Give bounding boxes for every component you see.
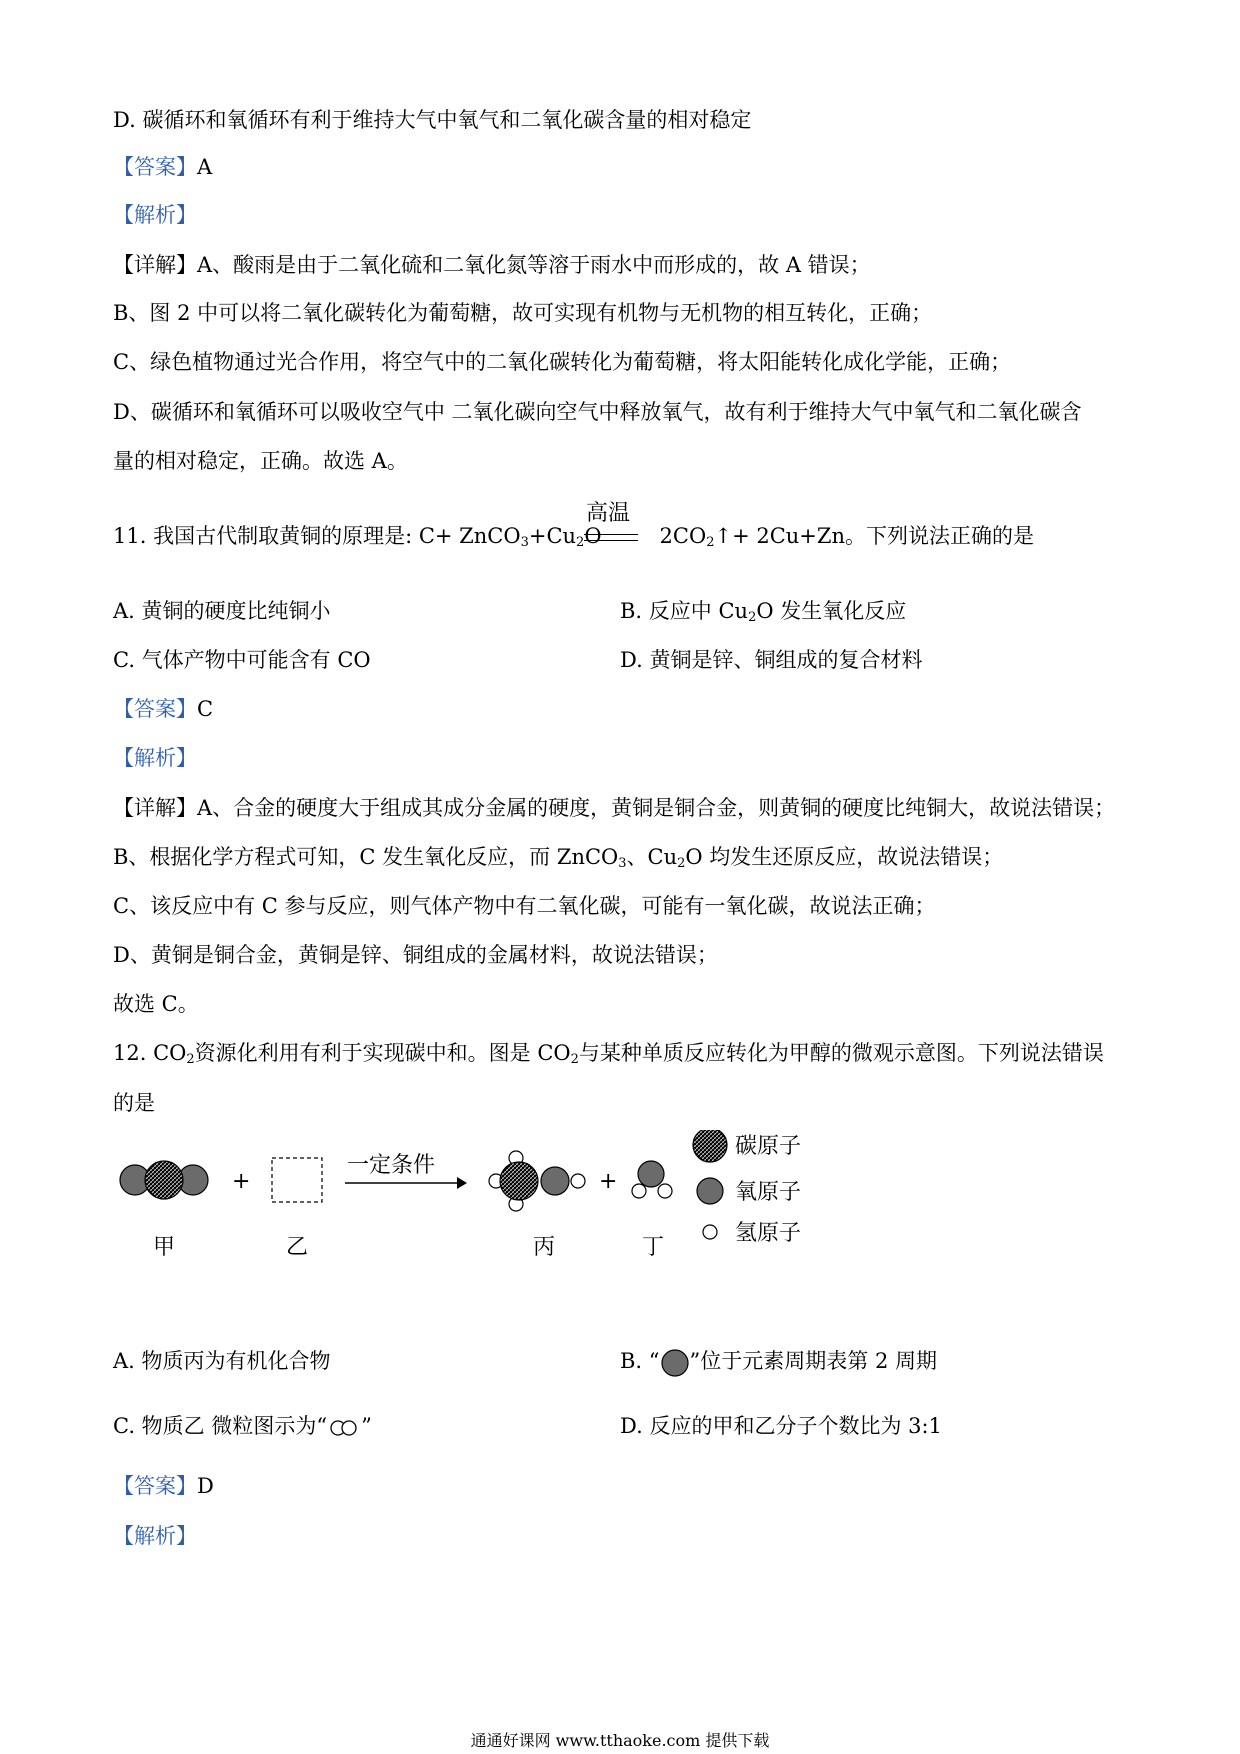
- q11-detail-c: C、该反应中有 C 参与反应，则气体产物中有二氧化碳，可能有一氧化碳，故说法正确；: [113, 894, 936, 918]
- legend-hydrogen: 氢原子: [735, 1221, 802, 1246]
- answer-tag: 【答案】: [113, 155, 197, 179]
- subscript: 2: [677, 856, 686, 871]
- subscript: 3: [618, 856, 627, 871]
- subscript: 2: [748, 610, 757, 625]
- q12-option-b: [620, 1346, 937, 1378]
- option-text: O 发生氧化反应: [756, 599, 907, 623]
- arrow-condition: 一定条件: [347, 1153, 436, 1178]
- answer-value: D: [197, 1474, 214, 1498]
- label-yi: 乙: [286, 1235, 309, 1260]
- unknown-substance-box: [272, 1158, 322, 1202]
- q12-option-c: [113, 1411, 372, 1441]
- q11-stem: [113, 521, 1034, 558]
- option-text: C. 物质乙 微粒图示为“: [113, 1414, 328, 1438]
- reaction-arrow-icon: [457, 1177, 467, 1189]
- label-ding: 丁: [642, 1235, 665, 1260]
- molecule-ding: [632, 1161, 672, 1198]
- q10-detail-a: 【详解】A、酸雨是由于二氧化硫和二氧化氮等溶于雨水中而形成的，故 A 错误；: [113, 253, 871, 277]
- subscript: 2: [706, 535, 715, 550]
- reaction-equals-sign: [584, 534, 638, 541]
- q11-option-a: A. 黄铜的硬度比纯铜小: [113, 599, 331, 623]
- stem-text: O: [584, 524, 602, 548]
- q10-option-d: D. 碳循环和氧循环有利于维持大气中氧气和二氧化碳含量的相对稳定: [113, 108, 752, 132]
- legend-carbon: 碳原子: [735, 1134, 802, 1159]
- q12-option-a: A. 物质丙为有机化合物: [113, 1349, 331, 1373]
- oxygen-atom-icon: [660, 1348, 690, 1378]
- hydrogen-molecule-icon: [327, 1418, 361, 1438]
- stem-text: 12. CO: [113, 1041, 187, 1065]
- q11-option-b: [620, 596, 906, 633]
- subscript: 3: [520, 535, 529, 550]
- legend-oxygen: 氧原子: [735, 1180, 802, 1205]
- page-footer: 通通好课网 www.tthaoke.com 提供下载: [470, 1731, 770, 1750]
- detail-text: 、Cu: [626, 845, 678, 869]
- answer-tag: 【答案】: [113, 1474, 197, 1498]
- detail-text: B、根据化学方程式可知，C 发生氧化反应，而 ZnCO: [113, 845, 619, 869]
- label-jia: 甲: [153, 1235, 176, 1260]
- subscript: 2: [576, 535, 585, 550]
- q11-detail-d: D、黄铜是铜合金，黄铜是锌、铜组成的金属材料，故说法错误；: [113, 943, 718, 967]
- stem-text: 2CO: [659, 524, 707, 548]
- q10-detail-d2: 量的相对稳定，正确。故选 A。: [113, 449, 408, 473]
- q12-analysis-tag: 【解析】: [113, 1524, 197, 1548]
- q11-detail-a: 【详解】A、合金的硬度大于组成其成分金属的硬度，黄铜是铜合金，则黄铜的硬度比纯铜大，故说法错误；: [113, 796, 1116, 820]
- stem-text: ↑+ 2Cu+Zn。下列说法正确的是: [714, 524, 1035, 548]
- molecule-bing: [489, 1151, 585, 1211]
- answer-value: C: [197, 697, 214, 721]
- q10-detail-c: C、绿色植物通过光合作用，将空气中的二氧化碳转化为葡萄糖，将太阳能转化成化学能，正确；: [113, 350, 1012, 374]
- plus-sign-2: +: [599, 1169, 618, 1194]
- q10-analysis-tag: 【解析】: [113, 203, 197, 227]
- q10-detail-d1: D、碳循环和氧循环可以吸收空气中 二氧化碳向空气中释放氧气，故有利于维持大气中氧气和二氧化碳含: [113, 400, 1082, 424]
- legend: [693, 1130, 801, 1246]
- q12-stem-line1: [113, 1038, 1104, 1075]
- q12-option-d: D. 反应的甲和乙分子个数比为 3:1: [620, 1414, 942, 1438]
- label-bing: 丙: [533, 1235, 556, 1260]
- q11-answer: [113, 694, 213, 724]
- q11-analysis-tag: 【解析】: [113, 746, 197, 770]
- stem-text: 与某种单质反应转化为甲醇的微观示意图。下列说法错误: [578, 1041, 1104, 1065]
- reaction-diagram: [105, 1130, 825, 1280]
- stem-text: 资源化利用有利于实现碳中和。图是 CO: [194, 1041, 571, 1065]
- q11-option-d: D. 黄铜是锌、铜组成的复合材料: [620, 648, 923, 672]
- option-text: B. “: [620, 1349, 660, 1373]
- q11-conclusion: 故选 C。: [113, 992, 199, 1016]
- q12-answer: [113, 1471, 214, 1501]
- answer-tag: 【答案】: [113, 697, 197, 721]
- detail-text: O 均发生还原反应，故说法错误；: [685, 845, 1004, 869]
- q11-detail-b: [113, 842, 1003, 879]
- molecule-jia: [120, 1161, 208, 1199]
- q10-answer: [113, 152, 212, 182]
- subscript: 2: [186, 1052, 195, 1067]
- q10-detail-b: B、图 2 中可以将二氧化碳转化为葡萄糖，故可实现有机物与无机物的相互转化，正确；: [113, 301, 933, 325]
- q12-stem-line2: 的是: [113, 1091, 155, 1115]
- stem-text: 11. 我国古代制取黄铜的原理是: C+ ZnCO: [113, 524, 521, 548]
- answer-value: A: [197, 155, 213, 179]
- subscript: 2: [570, 1052, 579, 1067]
- reaction-condition: 高温: [586, 501, 631, 526]
- option-text: ”: [361, 1414, 372, 1438]
- option-text: B. 反应中 Cu: [620, 599, 749, 623]
- option-text: ”位于元素周期表第 2 周期: [689, 1349, 937, 1373]
- plus-sign-1: +: [232, 1169, 251, 1194]
- q11-option-c: C. 气体产物中可能含有 CO: [113, 648, 371, 672]
- stem-text: +Cu: [528, 524, 577, 548]
